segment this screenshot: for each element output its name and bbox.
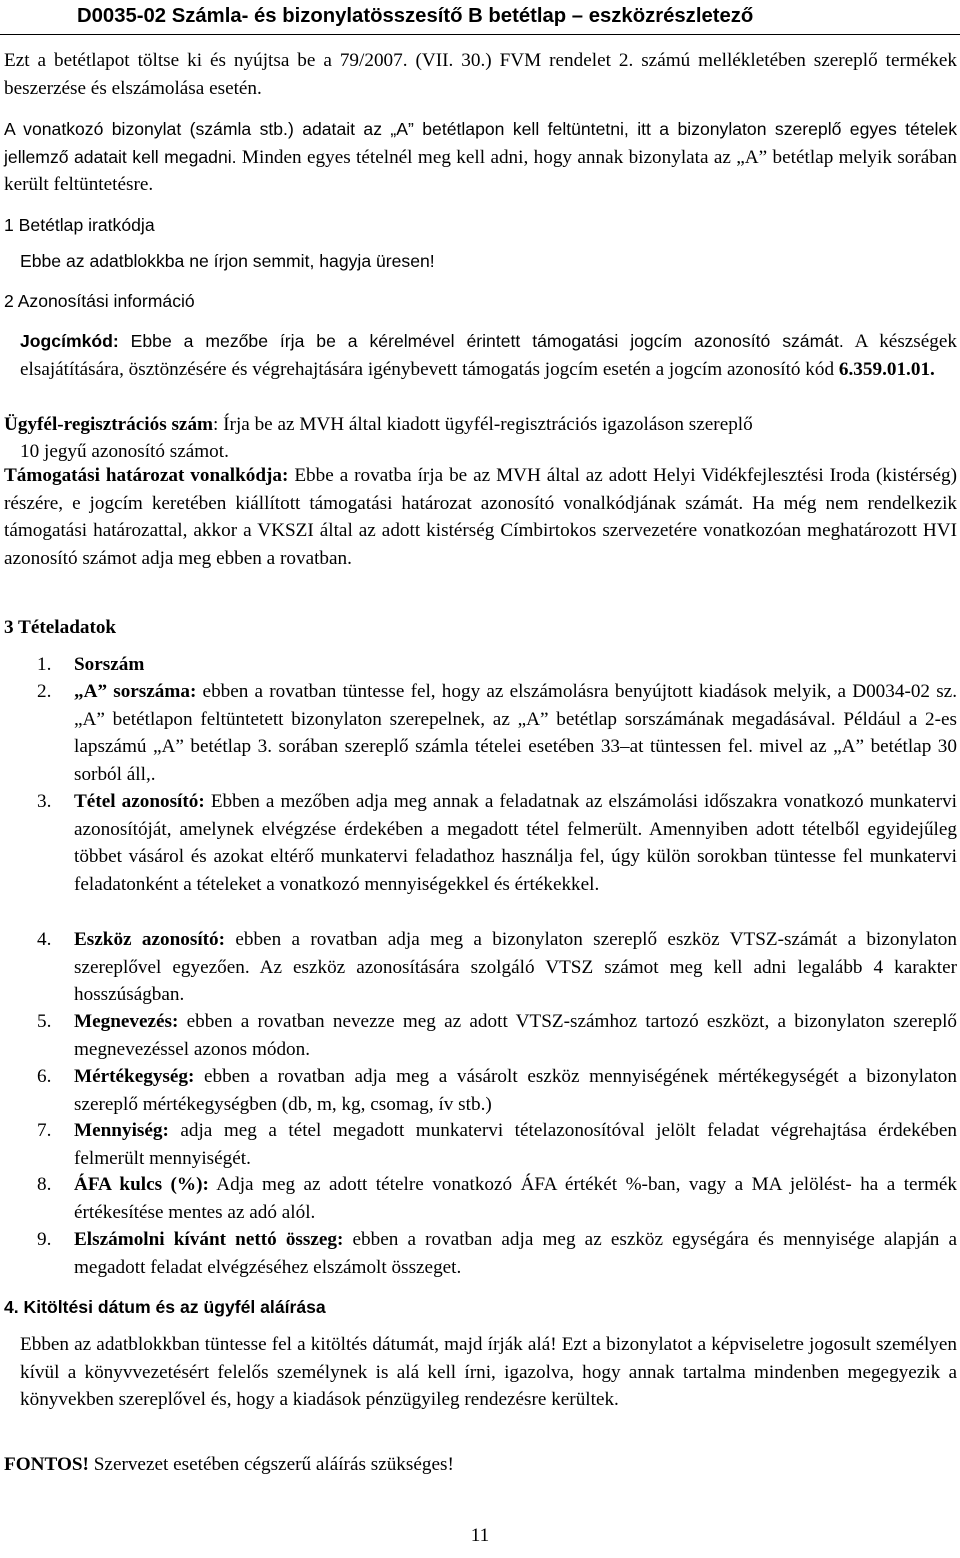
jogcimkod-paragraph <box>20 328 957 383</box>
intro-sentence-2: Minden egyes tételnél meg kell adni, hogy annak bizonylata az „A” betétlap melyik sorában került feltüntetésre. <box>4 146 957 195</box>
title-divider <box>0 34 960 35</box>
hatarozat-paragraph <box>4 462 957 572</box>
section-2-heading: 2 Azonosítási információ <box>4 291 195 311</box>
list-item-text: ebben a rovatban adja meg az eszköz egységára és mennyisége alapján a megadott feladat elvégzéséhez elszámolt összeget. <box>74 1229 957 1278</box>
section-4-text: Ebben az adatblokkban tüntesse fel a kitöltés dátumát, majd írják alá! Ezt a bizonylatot a képviseletre jogosult személyen kívül a könyvvezetésért felelős személynek is alá kell írni, igazolva, hogy annak tartalma mindenben megegyezik a könyvekben szereplővel és, hogy a kiadások pénzügyileg rendezésre kerültek. <box>20 1334 957 1410</box>
jogcimkod-code: 6.359.01.01. <box>838 358 935 380</box>
list-item-number: 4. <box>37 929 52 950</box>
list-item-text: adja meg a tétel megadott munkatervi tételazonosítóval jelölt feladat végrehajtása érdekében felmerült mennyiségét. <box>74 1120 957 1169</box>
list-item <box>37 1008 957 1063</box>
intro-sentence-1: A vonatkozó bizonylat (számla stb.) adatait az „A” betétlapon kell feltüntetni, itt a bizonylaton szereplő egyes tételek jellemző adatait kell megadni. <box>4 119 957 167</box>
intro-paragraph-2 <box>4 116 957 199</box>
list-item <box>37 1226 957 1281</box>
jogcimkod-label: Jogcímkód: <box>20 331 119 351</box>
list-item-number: 3. <box>37 791 52 812</box>
hatarozat-text: Ebbe a rovatba írja be az MVH által az adott Helyi Vidékfejlesztési Iroda (kistérség) részére, e jogcím keretében kiállított támogatási határozat azonosító vonalkódjának számát. Ha még nem rendelkezik támogatási határozattal, akkor a VKSZI által az adott kistérség Címbirtokos szervezetére vonatkozóan meghatározott HVI azonosító számot adja meg ebben a rovatban. <box>4 465 957 569</box>
list-item-number: 9. <box>37 1229 52 1250</box>
list-item <box>37 651 957 679</box>
list-item-text: Adja meg az adott tételre vonatkozó ÁFA értékét %-ban, vagy a MA jelölést- ha a termék értékesítése mentes az adó alól. <box>74 1174 957 1223</box>
ugyfel-paragraph-cont: 10 jegyű azonosító számot. <box>20 441 229 462</box>
list-item-number: 5. <box>37 1011 52 1032</box>
list-item-text: ebben a rovatban tüntesse fel, hogy az elszámolásra benyújtott kiadások melyik, a D0034-02 sz. „A” betétlapon feltüntetett bizonylaton szerepelnek, az „A” betétlap sorszámának megadásával. Például a 2-es lapszámú „A” betétlap 3. sorában szereplő számla tételei esetében 33–at tüntessen fel. mivel az „A” betétlap 30 sorból áll,. <box>74 681 957 785</box>
list-item-label: Sorszám <box>74 654 145 675</box>
fontos-note <box>4 1451 957 1479</box>
list-item-label: Mennyiség: <box>74 1120 169 1141</box>
list-item-number: 6. <box>37 1066 52 1087</box>
list-item <box>37 1117 957 1172</box>
list-item-text: ebben a rovatban adja meg a vásárolt eszköz mennyiségének mértékegységét a bizonylaton szereplő mértékegységben (db, m, kg, csomag, ív stb.) <box>74 1066 957 1115</box>
ugyfel-label: Ügyfél-regisztrációs szám <box>4 414 214 435</box>
section-1-text: Ebbe az adatblokkba ne írjon semmit, hagyja üresen! <box>20 251 435 271</box>
jogcimkod-note: A készségek elsajátítására, ösztönzésére és végrehajtására igénybevett támogatás jogcím esetén a jogcím azonosító kód <box>20 331 957 380</box>
list-item-label: Eszköz azonosító: <box>74 929 226 950</box>
list-item-number: 1. <box>37 654 52 675</box>
list-item <box>37 1063 957 1118</box>
list-item-number: 2. <box>37 681 52 702</box>
list-item-text: ebben a rovatban nevezze meg az adott VTSZ-számhoz tartozó eszközt, a bizonylaton szereplő megnevezéssel azonos módon. <box>74 1011 957 1060</box>
ugyfel-paragraph <box>4 411 957 439</box>
fontos-label: FONTOS! <box>4 1454 89 1475</box>
list-item-label: Megnevezés: <box>74 1011 179 1032</box>
list-item-text: Ebben a mezőben adja meg annak a feladatnak az elszámolási időszakra vonatkozó munkatervi azonosítóját, amelynek elvégzése érdekében a megadott tétel felmerült. Amennyiben adott tételből egyidejűleg többet vásárol és azokat eltérő munkatervi feladathoz használja fel, úgy külön sorokban tüntesse fel munkatervi feladatonként a tételeket a vonatkozó mennyiségekkel és értékekkel. <box>74 791 957 895</box>
list-item-label: Tétel azonosító: <box>74 791 205 812</box>
ugyfel-text: : Írja be az MVH által kiadott ügyfél-regisztrációs igazoláson szereplő <box>213 414 753 435</box>
jogcimkod-text: Ebbe a mezőbe írja be a kérelmével érintett támogatási jogcím azonosító számát. <box>118 331 844 351</box>
page-number: 11 <box>470 1525 490 1546</box>
list-item-number: 8. <box>37 1174 52 1195</box>
page-title: D0035-02 Számla- és bizonylatösszesítő B betétlap – eszközrészletező <box>77 5 754 27</box>
list-item-number: 7. <box>37 1120 52 1141</box>
section-3-heading: 3 Tételadatok <box>4 617 117 638</box>
intro-paragraph: Ezt a betétlapot töltse ki és nyújtsa be a 79/2007. (VII. 30.) FVM rendelet 2. számú mellékletében szereplő termékek beszerzése és elszámolása esetén. <box>4 50 957 99</box>
list-item-label: „A” sorszáma: <box>74 681 197 702</box>
section-1-heading: 1 Betétlap iratkódja <box>4 215 155 235</box>
list-item <box>37 678 957 788</box>
list-item-text: ebben a rovatban adja meg a bizonylaton szereplő eszköz VTSZ-számát a bizonylaton szereplővel egyezően. Az eszköz azonosítására szolgáló VTSZ számot meg kell adni legalább 4 karakter hosszúságban. <box>74 929 957 1005</box>
list-item-label: Mértékegység: <box>74 1066 195 1087</box>
list-item <box>37 926 957 1009</box>
hatarozat-label: Támogatási határozat vonalkódja: <box>4 465 289 486</box>
list-item-label: Elszámolni kívánt nettó összeg: <box>74 1229 344 1250</box>
list-item <box>37 1171 957 1226</box>
list-item-label: ÁFA kulcs (%): <box>74 1174 209 1195</box>
list-item <box>37 788 957 898</box>
fontos-text: Szervezet esetében cégszerű aláírás szükséges! <box>88 1454 454 1475</box>
section-4-heading: 4. Kitöltési dátum és az ügyfél aláírása <box>4 1297 326 1317</box>
